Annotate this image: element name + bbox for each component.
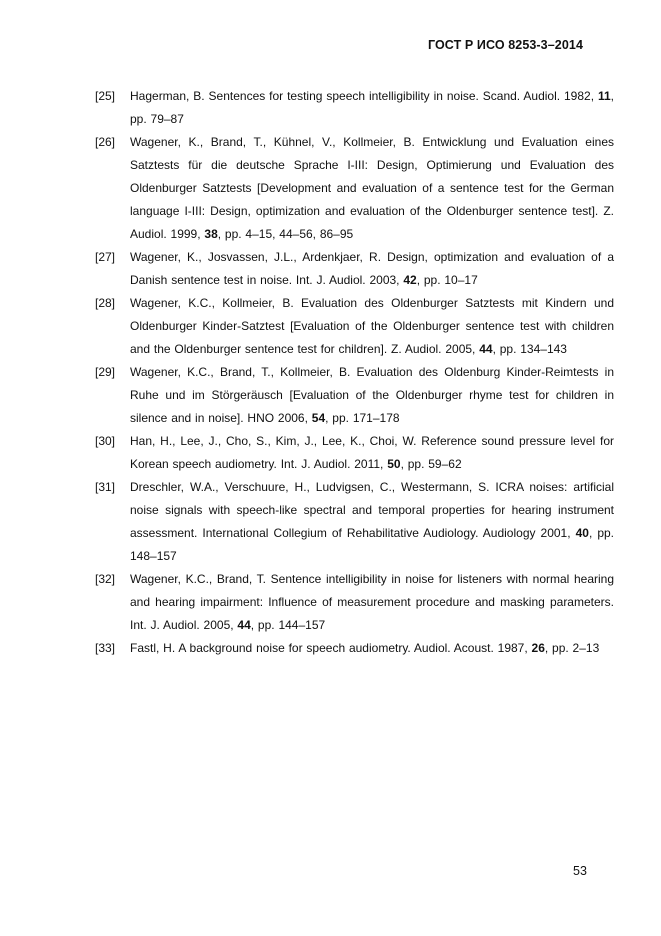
reference-item [95,361,614,430]
reference-item [95,637,614,660]
reference-number: [25] [95,89,116,103]
reference-volume: 54 [311,411,326,425]
reference-volume: 44 [237,618,251,632]
reference-body: Wagener, K.C., Brand, T. Sentence intelligibility in noise for listeners with normal hearing and hearing impairment: Influence of measurement procedure and masking parameters. Int. J. Audiol. 2005, [130,572,614,632]
reference-body: Wagener, K., Josvassen, J.L., Ardenkjaer, R. Design, optimization and evaluation of a Danish sentence test in noise. Int. J. Audiol. 2003, [130,250,614,287]
reference-item [95,292,614,361]
reference-volume: 44 [479,342,493,356]
reference-number: [33] [95,641,116,655]
reference-text [130,476,614,568]
reference-text [130,131,614,246]
reference-body: Fastl, H. A background noise for speech audiometry. Audiol. Acoust. 1987, [130,641,532,655]
reference-item [95,131,614,246]
reference-text [130,568,614,637]
reference-pages: , pp. 144–157 [250,618,326,632]
reference-text [130,430,614,476]
reference-number: [26] [95,135,116,149]
reference-item [95,568,614,637]
reference-pages: , pp. 10–17 [416,273,478,287]
reference-body: Hagerman, B. Sentences for testing speech intelligibility in noise. Scand. Audiol. 1982, [130,89,598,103]
reference-pages: , pp. 4–15, 44–56, 86–95 [217,227,354,241]
reference-number: [27] [95,250,116,264]
reference-text [130,361,614,430]
reference-text [130,85,614,131]
reference-number: [28] [95,296,116,310]
reference-pages: , pp. 134–143 [492,342,567,356]
reference-volume: 40 [575,526,589,540]
reference-list [95,85,614,660]
reference-item [95,476,614,568]
reference-text [130,637,614,660]
reference-text [130,292,614,361]
reference-number: [30] [95,434,116,448]
reference-item [95,85,614,131]
reference-body: Dreschler, W.A., Verschuure, H., Ludvigsen, C., Westermann, S. ICRA noises: artificial noise signals with speech-like spectral and temporal properties for hearing instrument assessment. International Collegium of Rehabilitative Audiology. Audiology 2001, [130,480,614,540]
reference-volume: 38 [204,227,218,241]
reference-pages: , pp. 148–157 [130,526,614,563]
reference-volume: 26 [531,641,545,655]
reference-volume: 42 [403,273,417,287]
reference-body: Wagener, K.C., Kollmeier, B. Evaluation des Oldenburger Satztests mit Kindern und Oldenburger Kinder-Satztest [Evaluation of the Oldenburger sentence test with children and the Oldenburger sentence test for children]. Z. Audiol. 2005, [130,296,614,356]
reference-item [95,430,614,476]
reference-volume: 11 [597,89,611,103]
reference-volume: 50 [387,457,401,471]
reference-pages: , pp. 2–13 [544,641,600,655]
reference-item [95,246,614,292]
reference-number: [31] [95,480,116,494]
reference-body: Wagener, K., Brand, T., Kühnel, V., Kollmeier, B. Entwicklung und Evaluation eines Satztests für die deutsche Sprache I-III: Design, Optimierung und Evaluation des Oldenburger Satztests [Development and evaluation of a sentence test for the German language I-III: Design, optimization and evaluation of the Oldenburger sentence test]. Z. Audiol. 1999, [130,135,614,241]
document-header: ГОСТ Р ИСО 8253-3–2014 [427,38,583,52]
reference-body: Han, H., Lee, J., Cho, S., Kim, J., Lee, K., Choi, W. Reference sound pressure level for Korean speech audiometry. Int. J. Audiol. 2011, [130,434,614,471]
reference-number: [29] [95,365,116,379]
page-number: 53 [573,864,587,878]
reference-text [130,246,614,292]
reference-pages: , pp. 171–178 [325,411,400,425]
reference-number: [32] [95,572,116,586]
reference-body: Wagener, K.C., Brand, T., Kollmeier, B. Evaluation des Oldenburg Kinder-Reimtests in Ruhe und im Störgeräusch [Evaluation of the Oldenburger rhyme test for children in silence and in noise]. HNO 2006, [130,365,614,425]
reference-pages: , pp. 79–87 [130,89,614,126]
reference-pages: , pp. 59–62 [400,457,462,471]
